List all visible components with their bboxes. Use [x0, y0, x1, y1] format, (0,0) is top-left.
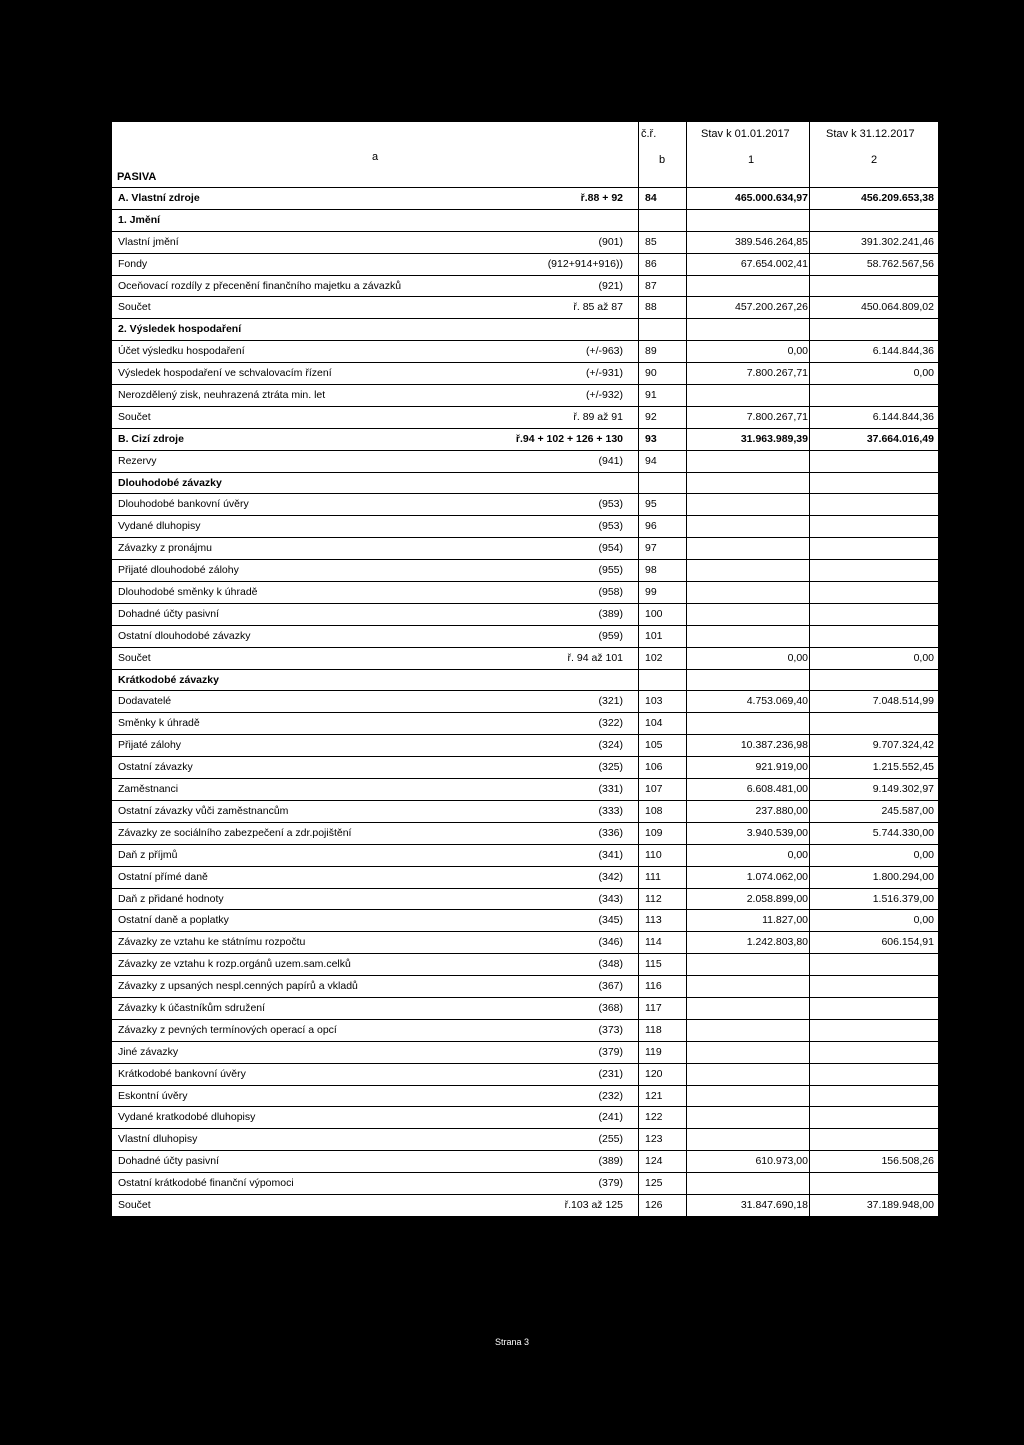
table-header — [112, 122, 938, 188]
row-number: 114 — [645, 936, 662, 949]
row-value-end: 6.144.844,36 — [872, 345, 934, 358]
col-index-2: 2 — [871, 154, 878, 166]
table-row — [112, 998, 938, 1020]
row-value-start: 3.940.539,00 — [746, 826, 808, 839]
row-label: Účet výsledku hospodaření — [118, 345, 245, 358]
table-row — [112, 910, 938, 932]
row-number: 98 — [645, 564, 657, 577]
row-ref: (343) — [598, 892, 623, 905]
row-label: Daň z příjmů — [118, 848, 178, 861]
row-label: Závazky ze vztahu k rozp.orgánů uzem.sam.celků — [118, 958, 351, 971]
row-number: 110 — [645, 848, 662, 861]
row-number: 111 — [645, 870, 661, 883]
row-ref: (901) — [598, 235, 623, 248]
row-label: Dlouhodobé bankovní úvěry — [118, 498, 249, 511]
row-number: 96 — [645, 520, 657, 533]
row-value-end: 37.664.016,49 — [866, 432, 934, 445]
row-value-end: 1.516.379,00 — [872, 892, 934, 905]
table-row — [112, 319, 938, 341]
section-title: PASIVA — [117, 171, 157, 183]
row-value-start: 237.880,00 — [755, 804, 808, 817]
row-number: 87 — [645, 279, 657, 292]
table-row — [112, 429, 938, 451]
row-label: Závazky k účastníkům sdružení — [118, 1001, 266, 1014]
row-ref: (389) — [598, 607, 623, 620]
row-value-start: 11.827,00 — [762, 914, 808, 927]
row-label: 2. Výsledek hospodaření — [118, 323, 242, 336]
row-number: 123 — [645, 1133, 663, 1146]
row-value-start: 465.000.634,97 — [735, 192, 808, 204]
table-row — [112, 932, 938, 954]
row-ref: (346) — [598, 936, 623, 949]
table-row — [112, 538, 938, 560]
row-value-end: 391.302.241,46 — [861, 235, 934, 248]
row-number: 121 — [645, 1089, 663, 1102]
row-ref: ř. 94 až 101 — [567, 651, 623, 664]
row-number: 113 — [645, 914, 662, 927]
row-label: Přijaté zálohy — [118, 739, 182, 752]
row-ref: (232) — [598, 1089, 623, 1102]
row-value-start: 0,00 — [787, 345, 808, 358]
row-number: 116 — [645, 980, 662, 993]
row-value-start: 1.242.803,80 — [746, 936, 808, 949]
row-ref: (341) — [598, 848, 623, 861]
row-ref: ř.94 + 102 + 126 + 130 — [515, 432, 623, 445]
table-row — [112, 210, 938, 232]
row-number: 88 — [645, 301, 657, 314]
row-ref: (342) — [598, 870, 623, 883]
row-ref: (348) — [598, 958, 623, 971]
row-ref: (324) — [598, 739, 623, 752]
row-number: 117 — [645, 1001, 662, 1014]
table-row — [112, 560, 938, 582]
row-number: 84 — [645, 192, 657, 204]
row-number: 94 — [645, 454, 657, 467]
table-row — [112, 1129, 938, 1151]
row-number: 99 — [645, 586, 657, 599]
row-label: Součet — [118, 1198, 151, 1211]
row-ref: (941) — [598, 454, 623, 467]
row-number: 95 — [645, 498, 657, 511]
table-row — [112, 1020, 938, 1042]
row-value-start: 921.919,00 — [755, 761, 808, 774]
row-number: 101 — [645, 629, 663, 642]
row-value-end: 245.587,00 — [881, 804, 934, 817]
row-ref: (345) — [598, 914, 623, 927]
col-header-start: Stav k 01.01.2017 — [701, 128, 790, 140]
table-row — [112, 867, 938, 889]
table-row — [112, 385, 938, 407]
row-value-end: 0,00 — [913, 914, 934, 927]
table-body — [112, 188, 938, 1217]
row-label: Závazky z pevných termínových operací a opcí — [118, 1023, 337, 1036]
table-row — [112, 494, 938, 516]
row-number: 104 — [645, 717, 663, 730]
row-number: 103 — [645, 695, 663, 708]
row-label: Vydané kratkodobé dluhopisy — [118, 1111, 256, 1124]
table-row — [112, 626, 938, 648]
row-number: 107 — [645, 783, 663, 796]
table-row — [112, 976, 938, 998]
row-value-end: 5.744.330,00 — [872, 826, 934, 839]
row-value-start: 67.654.002,41 — [740, 257, 808, 270]
row-number: 86 — [645, 257, 657, 270]
row-number: 122 — [645, 1111, 663, 1124]
row-number: 92 — [645, 410, 657, 423]
row-value-start: 31.847.690,18 — [740, 1198, 808, 1211]
row-label: Závazky z upsaných nespl.cenných papírů a vkladů — [118, 980, 358, 993]
row-ref: (231) — [598, 1067, 623, 1080]
col-header-end: Stav k 31.12.2017 — [826, 128, 915, 140]
row-label: Směnky k úhradě — [118, 717, 200, 730]
table-row — [112, 779, 938, 801]
row-label: Závazky ze sociálního zabezpečení a zdr.pojištění — [118, 826, 352, 839]
row-label: Součet — [118, 651, 151, 664]
row-value-start: 457.200.267,26 — [735, 301, 808, 314]
row-label: Jiné závazky — [118, 1045, 179, 1058]
row-number: 124 — [645, 1155, 663, 1168]
row-value-end: 9.149.302,97 — [872, 783, 934, 796]
table-row — [112, 713, 938, 735]
row-label: Dohadné účty pasivní — [118, 1155, 219, 1168]
table-row — [112, 582, 938, 604]
row-ref: ř.103 až 125 — [564, 1198, 623, 1211]
table-row — [112, 1195, 938, 1217]
table-row — [112, 254, 938, 276]
row-label: Dohadné účty pasivní — [118, 607, 219, 620]
row-label: Ostatní daně a poplatky — [118, 914, 229, 927]
table-row — [112, 1042, 938, 1064]
row-ref: (+/-963) — [585, 345, 623, 358]
row-value-end: 6.144.844,36 — [872, 410, 934, 423]
row-label: Zaměstnanci — [118, 783, 179, 796]
row-label: Krátkodobé bankovní úvěry — [118, 1067, 246, 1080]
row-value-start: 2.058.899,00 — [746, 892, 808, 905]
row-number: 105 — [645, 739, 663, 752]
table-row — [112, 670, 938, 692]
col-index-b: b — [659, 154, 666, 166]
row-label: Závazky z pronájmu — [118, 542, 212, 555]
table-row — [112, 735, 938, 757]
table-row — [112, 648, 938, 670]
table-row — [112, 407, 938, 429]
row-label: Součet — [118, 410, 151, 423]
row-ref: (953) — [598, 520, 623, 533]
row-label: Ostatní krátkodobé finanční výpomoci — [118, 1177, 294, 1190]
row-label: Krátkodobé závazky — [118, 673, 219, 686]
row-label: Závazky ze vztahu ke státnímu rozpočtu — [118, 936, 306, 949]
row-value-start: 10.387.236,98 — [740, 739, 808, 752]
row-value-end: 0,00 — [913, 651, 934, 664]
row-ref: (321) — [598, 695, 623, 708]
row-value-end: 0,00 — [913, 848, 934, 861]
row-ref: (954) — [598, 542, 623, 555]
row-value-start: 7.800.267,71 — [746, 410, 808, 423]
row-number: 93 — [645, 432, 657, 445]
row-value-end: 456.209.653,38 — [861, 192, 934, 204]
row-label: Nerozdělený zisk, neuhrazená ztráta min. let — [118, 389, 326, 402]
row-number: 118 — [645, 1023, 662, 1036]
row-ref: (958) — [598, 586, 623, 599]
row-number: 125 — [645, 1177, 663, 1190]
table-row — [112, 954, 938, 976]
row-label: Fondy — [118, 257, 148, 270]
row-value-end: 0,00 — [913, 367, 934, 380]
row-number: 89 — [645, 345, 657, 358]
table-row — [112, 188, 938, 210]
row-number: 120 — [645, 1067, 663, 1080]
row-value-end: 37.189.948,00 — [866, 1198, 934, 1211]
table-row — [112, 757, 938, 779]
table-row — [112, 1086, 938, 1108]
table-row — [112, 1064, 938, 1086]
row-number: 85 — [645, 235, 657, 248]
row-value-end: 156.508,26 — [881, 1155, 934, 1168]
row-label: Eskontní úvěry — [118, 1089, 188, 1102]
row-number: 90 — [645, 367, 657, 380]
row-value-start: 4.753.069,40 — [746, 695, 808, 708]
row-ref: (959) — [598, 629, 623, 642]
table-row — [112, 604, 938, 626]
row-label: Vlastní dluhopisy — [118, 1133, 198, 1146]
row-number: 112 — [645, 892, 662, 905]
table-row — [112, 1151, 938, 1173]
column-divider — [638, 122, 639, 1217]
row-label: Vydané dluhopisy — [118, 520, 201, 533]
row-ref: (336) — [598, 826, 623, 839]
table-row — [112, 889, 938, 911]
row-label: Ostatní dlouhodobé závazky — [118, 629, 251, 642]
row-ref: (955) — [598, 564, 623, 577]
row-number: 102 — [645, 651, 663, 664]
row-label: Dlouhodobé závazky — [118, 476, 222, 489]
row-value-start: 0,00 — [787, 651, 808, 664]
row-ref: (+/-932) — [585, 389, 623, 402]
row-label: Výsledek hospodaření ve schvalovacím řízení — [118, 367, 332, 380]
table-row — [112, 1173, 938, 1195]
row-ref: (+/-931) — [585, 367, 623, 380]
row-label: 1. Jmění — [118, 213, 161, 226]
row-number: 97 — [645, 542, 657, 555]
row-ref: (367) — [598, 980, 623, 993]
table-row — [112, 1107, 938, 1129]
row-ref: (379) — [598, 1177, 623, 1190]
table-row — [112, 473, 938, 495]
row-label: B. Cizí zdroje — [118, 432, 184, 445]
row-label: Součet — [118, 301, 151, 314]
row-value-end: 58.762.567,56 — [866, 257, 934, 270]
row-label: Dodavatelé — [118, 695, 172, 708]
row-ref: (325) — [598, 761, 623, 774]
row-label: Daň z přidané hodnoty — [118, 892, 224, 905]
row-ref: (241) — [598, 1111, 623, 1124]
row-value-start: 610.973,00 — [755, 1155, 808, 1168]
row-number: 106 — [645, 761, 663, 774]
table-row — [112, 363, 938, 385]
row-ref: (921) — [598, 279, 623, 292]
row-number: 91 — [645, 389, 657, 402]
table-row — [112, 276, 938, 298]
col-index-a: a — [372, 151, 379, 163]
row-ref: (368) — [598, 1001, 623, 1014]
row-value-start: 7.800.267,71 — [746, 367, 808, 380]
row-value-end: 1.215.552,45 — [872, 761, 934, 774]
row-ref: ř. 89 až 91 — [573, 410, 623, 423]
table-row — [112, 297, 938, 319]
row-ref: ř.88 + 92 — [580, 192, 623, 204]
row-value-start: 6.608.481,00 — [746, 783, 808, 796]
row-ref: (379) — [598, 1045, 623, 1058]
row-number: 119 — [645, 1045, 662, 1058]
table-row — [112, 801, 938, 823]
table-row — [112, 845, 938, 867]
row-value-end: 7.048.514,99 — [872, 695, 934, 708]
row-value-end: 606.154,91 — [881, 936, 934, 949]
row-number: 109 — [645, 826, 663, 839]
row-value-end: 450.064.809,02 — [861, 301, 934, 314]
col-index-1: 1 — [748, 154, 755, 166]
row-ref: (953) — [598, 498, 623, 511]
table-row — [112, 691, 938, 713]
table-row — [112, 232, 938, 254]
column-divider — [686, 122, 687, 1217]
column-divider — [809, 122, 810, 1217]
row-ref: (912+914+916)) — [547, 257, 623, 270]
table-row — [112, 451, 938, 473]
row-number: 115 — [645, 958, 662, 971]
row-value-start: 1.074.062,00 — [746, 870, 808, 883]
row-label: Ostatní přímé daně — [118, 870, 208, 883]
row-value-start: 389.546.264,85 — [735, 235, 808, 248]
row-ref: (389) — [598, 1155, 623, 1168]
row-label: Ostatní závazky — [118, 761, 193, 774]
table-row — [112, 516, 938, 538]
row-label: Oceňovací rozdíly z přecenění finančního majetku a závazků — [118, 279, 402, 292]
row-ref: (255) — [598, 1133, 623, 1146]
row-value-end: 1.800.294,00 — [872, 870, 934, 883]
col-header-cr: č.ř. — [641, 128, 657, 140]
row-number: 126 — [645, 1198, 663, 1211]
row-label: Dlouhodobé směnky k úhradě — [118, 586, 258, 599]
page-number: Strana 3 — [494, 1337, 530, 1347]
balance-sheet-table — [111, 121, 939, 1218]
row-label: A. Vlastní zdroje — [118, 192, 200, 204]
table-row — [112, 341, 938, 363]
row-ref: ř. 85 až 87 — [573, 301, 623, 314]
row-ref: (331) — [598, 783, 623, 796]
row-value-end: 9.707.324,42 — [872, 739, 934, 752]
row-number: 108 — [645, 804, 663, 817]
row-value-start: 0,00 — [787, 848, 808, 861]
row-label: Vlastní jmění — [118, 235, 179, 248]
row-ref: (373) — [598, 1023, 623, 1036]
row-label: Přijaté dlouhodobé zálohy — [118, 564, 239, 577]
row-ref: (322) — [598, 717, 623, 730]
row-label: Rezervy — [118, 454, 157, 467]
row-label: Ostatní závazky vůči zaměstnancům — [118, 804, 289, 817]
row-ref: (333) — [598, 804, 623, 817]
row-value-start: 31.963.989,39 — [740, 432, 808, 445]
table-row — [112, 823, 938, 845]
row-number: 100 — [645, 607, 663, 620]
